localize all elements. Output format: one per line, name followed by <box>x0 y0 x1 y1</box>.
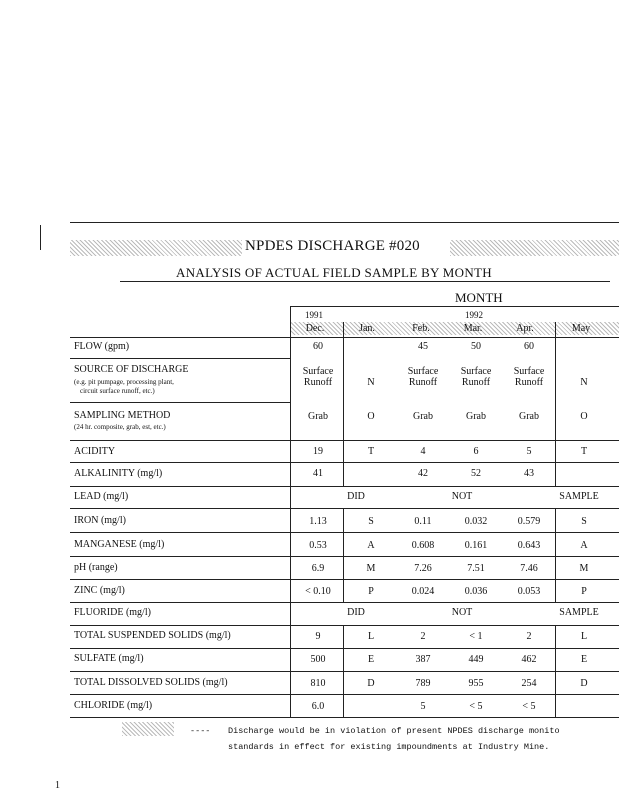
month-mar: Mar. <box>463 323 483 334</box>
jan-letter: L <box>367 631 375 642</box>
row-label-sampling: SAMPLING METHOD <box>74 410 171 421</box>
span-did: DID <box>347 607 365 618</box>
cell-apr-chloride: < 5 <box>522 701 536 712</box>
row-label-manganese: MANGANESE (mg/l) <box>74 539 165 550</box>
cell-dec-tds: 810 <box>310 678 326 689</box>
row-rule <box>70 694 619 695</box>
cell-feb-zinc: 0.024 <box>411 586 435 597</box>
row-rule <box>70 625 619 626</box>
cell-mar-sulfate: 449 <box>468 654 484 665</box>
cell-mar-sampling: Grab <box>466 411 486 422</box>
subtitle-rule <box>120 281 610 282</box>
footnote-line-2: standards in effect for existing impoundments at Industry Mine. <box>228 742 550 752</box>
row-sub-sampling: (24 hr. composite, grab, est, etc.) <box>74 423 166 431</box>
cell-feb-flow: 45 <box>418 341 428 352</box>
row-label-tss: TOTAL SUSPENDED SOLIDS (mg/l) <box>74 630 231 641</box>
row-rule <box>70 532 619 533</box>
month-dec: Dec. <box>305 323 325 334</box>
cell-apr-acidity: 5 <box>526 446 532 457</box>
may-letter: M <box>579 563 589 574</box>
cell-apr-source-b: Runoff <box>514 377 544 388</box>
legend-dash: ---- <box>190 726 211 736</box>
may-letter: L <box>580 631 588 642</box>
cell-apr-manganese: 0.643 <box>517 540 541 551</box>
may-letter: T <box>580 446 588 457</box>
cell-apr-tss: 2 <box>526 631 532 642</box>
month-header: MONTH <box>455 290 503 305</box>
cell-apr-alkalinity: 43 <box>524 468 534 479</box>
cell-apr-source-a: Surface <box>513 366 545 377</box>
row-rule <box>70 486 619 487</box>
row-label-source: SOURCE OF DISCHARGE <box>74 364 189 375</box>
year-1992: 1992 <box>465 310 483 320</box>
jan-letter: T <box>367 446 375 457</box>
span-sample: SAMPLE <box>559 607 599 618</box>
row-rule <box>70 579 619 580</box>
cell-feb-manganese: 0.608 <box>411 540 435 551</box>
cell-apr-sampling: Grab <box>519 411 539 422</box>
cell-feb-sulfate: 387 <box>415 654 431 665</box>
cell-mar-zinc: 0.036 <box>464 586 488 597</box>
row-label-lead: LEAD (mg/l) <box>74 491 129 502</box>
cell-apr-zinc: 0.053 <box>517 586 541 597</box>
month-jan: Jan. <box>359 323 375 334</box>
cell-dec-flow: 60 <box>313 341 323 352</box>
span-not: NOT <box>451 607 473 618</box>
table-top-rule <box>70 337 619 338</box>
cell-feb-alkalinity: 42 <box>418 468 428 479</box>
cell-dec-alkalinity: 41 <box>313 468 323 479</box>
left-margin-line <box>40 225 41 250</box>
title-hatch-right <box>450 240 619 256</box>
cell-feb-tds: 789 <box>415 678 431 689</box>
footnote-line-1: Discharge would be in violation of present NPDES discharge monito <box>228 726 560 736</box>
row-label-sulfate: SULFATE (mg/l) <box>74 653 144 664</box>
cell-dec-sampling: Grab <box>308 411 328 422</box>
row-rule <box>70 602 619 603</box>
cell-mar-tss: < 1 <box>469 631 483 642</box>
cell-dec-zinc: < 0.10 <box>305 586 331 597</box>
row-label-ph: pH (range) <box>74 562 118 573</box>
may-letter: N <box>580 377 588 388</box>
cell-feb-source-a: Surface <box>407 366 439 377</box>
may-letter: P <box>581 586 587 597</box>
row-rule <box>70 402 290 403</box>
cell-dec-sulfate: 500 <box>310 654 326 665</box>
jan-letter: N <box>367 377 375 388</box>
row-label-chloride: CHLORIDE (mg/l) <box>74 700 153 711</box>
cell-apr-iron: 0.579 <box>517 516 541 527</box>
jan-letter: P <box>368 586 374 597</box>
jan-letter: M <box>366 563 376 574</box>
cell-dec-manganese: 0.53 <box>309 540 327 551</box>
cell-mar-source-b: Runoff <box>461 377 491 388</box>
row-rule <box>70 440 619 441</box>
cell-mar-manganese: 0.161 <box>464 540 488 551</box>
month-feb: Feb. <box>412 323 430 334</box>
cell-feb-sampling: Grab <box>413 411 433 422</box>
cell-apr-ph: 7.46 <box>520 563 538 574</box>
legend-hatch-swatch <box>122 722 174 736</box>
cell-mar-alkalinity: 52 <box>471 468 481 479</box>
jan-letter: A <box>367 540 375 551</box>
title-rule-top <box>70 222 619 223</box>
span-not: NOT <box>451 491 473 502</box>
page-mark: 1 <box>55 780 60 791</box>
month-apr: Apr. <box>516 323 534 334</box>
year-1991: 1991 <box>305 310 323 320</box>
may-letter: D <box>580 678 588 689</box>
cell-mar-iron: 0.032 <box>464 516 488 527</box>
page-subtitle: ANALYSIS OF ACTUAL FIELD SAMPLE BY MONTH <box>176 265 492 280</box>
row-rule <box>70 462 619 463</box>
span-sample: SAMPLE <box>559 491 599 502</box>
row-label-tds: TOTAL DISSOLVED SOLIDS (mg/l) <box>74 677 228 688</box>
cell-feb-acidity: 4 <box>420 446 426 457</box>
row-label-iron: IRON (mg/l) <box>74 515 126 526</box>
cell-apr-sulfate: 462 <box>521 654 537 665</box>
row-rule <box>70 358 290 359</box>
cell-dec-source-a: Surface <box>302 366 334 377</box>
row-label-zinc: ZINC (mg/l) <box>74 585 125 596</box>
cell-dec-tss: 9 <box>315 631 321 642</box>
cell-mar-ph: 7.51 <box>467 563 485 574</box>
cell-feb-ph: 7.26 <box>414 563 432 574</box>
month-rule <box>290 306 619 307</box>
row-label-flow: FLOW (gpm) <box>74 341 130 352</box>
row-label-alkalinity: ALKALINITY (mg/l) <box>74 468 163 479</box>
cell-mar-flow: 50 <box>471 341 481 352</box>
cell-feb-chloride: 5 <box>420 701 426 712</box>
cell-apr-flow: 60 <box>524 341 534 352</box>
row-sub-source-2: circuit surface runoff, etc.) <box>80 387 155 395</box>
row-sub-source-1: (e.g. pit pumpage, processing plant, <box>74 378 174 386</box>
span-did: DID <box>347 491 365 502</box>
jan-letter: O <box>367 411 375 422</box>
jan-letter: E <box>367 654 375 665</box>
row-label-fluoride: FLUORIDE (mg/l) <box>74 607 151 618</box>
cell-mar-chloride: < 5 <box>469 701 483 712</box>
table-bottom-rule <box>70 717 619 718</box>
jan-letter: D <box>367 678 375 689</box>
cell-dec-iron: 1.13 <box>309 516 327 527</box>
may-letter: O <box>580 411 588 422</box>
row-rule <box>70 508 619 509</box>
col-divider-dec <box>290 307 291 717</box>
may-letter: A <box>580 540 588 551</box>
cell-dec-ph: 6.9 <box>311 563 325 574</box>
month-may: May <box>571 323 591 334</box>
cell-mar-tds: 955 <box>468 678 484 689</box>
title-hatch-left <box>70 240 242 256</box>
cell-mar-source-a: Surface <box>460 366 492 377</box>
cell-apr-tds: 254 <box>521 678 537 689</box>
cell-feb-iron: 0.11 <box>414 516 432 527</box>
cell-mar-acidity: 6 <box>473 446 479 457</box>
cell-dec-source-b: Runoff <box>303 377 333 388</box>
jan-letter: S <box>368 516 374 527</box>
cell-dec-chloride: 6.0 <box>311 701 325 712</box>
row-rule <box>70 556 619 557</box>
may-letter: S <box>581 516 587 527</box>
row-rule <box>70 671 619 672</box>
cell-feb-source-b: Runoff <box>408 377 438 388</box>
cell-dec-acidity: 19 <box>313 446 323 457</box>
cell-feb-tss: 2 <box>420 631 426 642</box>
page-title: NPDES DISCHARGE #020 <box>245 238 420 254</box>
row-rule <box>70 648 619 649</box>
row-label-acidity: ACIDITY <box>74 446 116 457</box>
may-letter: E <box>580 654 588 665</box>
